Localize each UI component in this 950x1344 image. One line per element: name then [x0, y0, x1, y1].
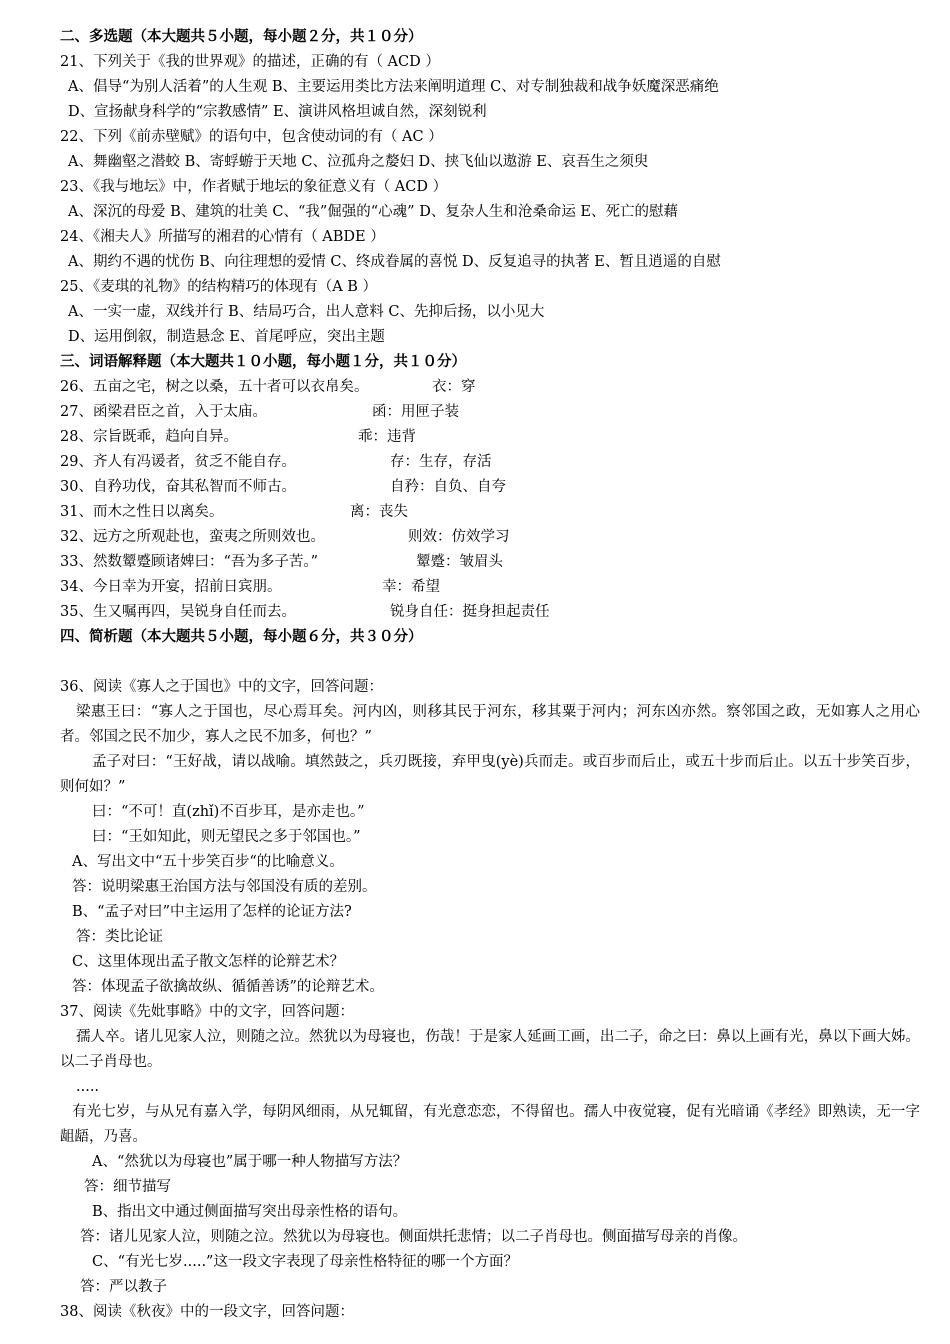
question-21: 21、下列关于《我的世界观》的描述，正确的有（ ACD ）: [60, 54, 440, 70]
vocab-question: 26、五亩之宅，树之以桑，五十者可以衣帛矣。: [60, 379, 369, 395]
vocab-item: [60, 452, 296, 474]
question-36-passage-1: 梁惠王曰：“寡人之于国也，尽心焉耳矣。河内凶，则移其民于河东，移其粟于河内；河东凶亦然。察邻国之政，无如寡人之用心者。邻国之民不加少，寡人之民不加多，何也？”: [60, 704, 920, 745]
section-heading-vocabulary: 三、词语解释题（本大题共１０小题，每小题１分，共１０分）: [60, 353, 466, 370]
question-37-sub-a: A、“然犹以为母寝也”属于哪一种人物描写方法？: [92, 1154, 408, 1170]
question-23-options: A、深沉的母爱 B、建筑的壮美 C、“我”倔强的“心魂” D、复杂人生和沧桑命运 E、死亡的慰藉: [68, 204, 679, 220]
vocab-question: 34、今日幸为开宴，招前日宾朋。: [60, 579, 282, 595]
section-heading-short-analysis: 四、简析题（本大题共５小题，每小题６分，共３０分）: [60, 628, 423, 645]
question-36-passage-3: 曰：“不可！直(zhǐ)不百步耳，是亦走也。”: [92, 804, 365, 820]
question-38: 38、阅读《秋夜》中的一段文字，回答问题：: [60, 1304, 354, 1320]
vocab-item: [60, 602, 296, 624]
question-21-options-2: D、宣扬献身科学的“宗教感情” E、演讲风格坦诚自然，深刻锐利: [68, 104, 487, 120]
question-37-passage-1: 孺人卒。诸儿见家人泣，则随之泣。然犹以为母寝也，伤哉！于是家人延画工画，出二子，命之曰：鼻以上画有光，鼻以下画大姊。以二子肖母也。: [60, 1029, 920, 1070]
vocab-item: [60, 552, 318, 574]
vocab-answer: 幸：希望: [382, 579, 440, 595]
question-36-sub-a: A、写出文中“五十步笑百步“的比喻意义。: [72, 854, 344, 870]
vocab-answer: 自矜：自负、自夸: [390, 479, 506, 495]
vocab-answer: 颦蹙：皱眉头: [416, 554, 503, 570]
question-23: 23、《我与地坛》中，作者赋于地坛的象征意义有（ ACD ）: [60, 179, 448, 195]
vocab-item: [60, 477, 296, 499]
vocab-question: 35、生又嘱再四，吴锐身自任而去。: [60, 604, 296, 620]
vocab-question: 32、远方之所观赴也，蛮夷之所则效也。: [60, 529, 325, 545]
vocab-question: 33、然数颦蹙顾诸婢曰：“吾为多子苦。”: [60, 554, 319, 570]
question-22-options: A、舞幽壑之潜蛟 B、寄蜉蝣于天地 C、泣孤舟之嫠妇 D、挟飞仙以遨游 E、哀吾生之须臾: [68, 154, 649, 170]
question-22: 22、下列《前赤壁赋》的语句中，包含使动词的有（ AC ）: [60, 129, 443, 145]
question-37-sub-b: B、指出文中通过侧面描写突出母亲性格的语句。: [92, 1204, 408, 1220]
vocab-answer: 锐身自任：挺身担起责任: [390, 604, 550, 620]
question-25-options-1: A、一实一虚，双线并行 B、结局巧合，出人意料 C、先抑后扬，以小见大: [68, 304, 545, 320]
question-37-answer-b: 答：诸儿见家人泣，则随之泣。然犹以为母寝也。侧面烘托悲情；以二子肖母也。侧面描写母亲的肖像。: [80, 1229, 747, 1245]
vocab-item: [60, 577, 281, 599]
question-37-answer-c: 答：严以教子: [80, 1279, 167, 1295]
question-24: 24、《湘夫人》所描写的湘君的心情有（ ABDE ）: [60, 229, 385, 245]
question-36: 36、阅读《寡人之于国也》中的文字，回答问题：: [60, 679, 383, 695]
question-37-ellipsis: .....: [76, 1079, 100, 1095]
question-25-options-2: D、运用倒叙，制造悬念 E、首尾呼应，突出主题: [68, 329, 385, 345]
vocab-question: 29、齐人有冯谖者，贫乏不能自存。: [60, 454, 296, 470]
question-36-sub-c: C、这里体现出孟子散文怎样的论辩艺术？: [72, 954, 345, 970]
vocab-question: 30、自矜功伐，奋其私智而不师古。: [60, 479, 296, 495]
vocab-item: [60, 502, 223, 524]
vocab-item: [60, 377, 368, 399]
question-36-passage-2: 孟子对曰：“王好战，请以战喻。填然鼓之，兵刃既接，弃甲曳(yè)兵而走。或百步而后止，或五十步而后止。以五十步笑百步，则何如？”: [60, 754, 920, 795]
question-37-answer-a: 答：细节描写: [84, 1179, 171, 1195]
vocab-answer: 则效：仿效学习: [408, 529, 510, 545]
question-36-sub-b: B、“孟子对曰”中主运用了怎样的论证方法?: [72, 904, 352, 920]
question-37: 37、阅读《先妣事略》中的文字，回答问题：: [60, 1004, 354, 1020]
vocab-answer: 乖：违背: [358, 429, 416, 445]
question-37-passage-2: 有光七岁，与从兄有嘉入学，每阴风细雨，从兄辄留，有光意恋恋，不得留也。孺人中夜觉寝，促有光暗诵《孝经》即熟读，无一字龃龉，乃喜。: [60, 1104, 920, 1145]
vocab-question: 31、而木之性日以离矣。: [60, 504, 224, 520]
vocab-item: [60, 427, 238, 449]
section-heading-multiple-choice: 二、多选题（本大题共５小题，每小题２分，共１０分）: [60, 28, 423, 45]
question-24-options: A、期约不遇的忧伤 B、向往理想的爱情 C、终成眷属的喜悦 D、反复追寻的执著 E、暂且逍遥的自慰: [68, 254, 721, 270]
question-25: 25、《麦琪的礼物》的结构精巧的体现有（A B ）: [60, 279, 378, 295]
vocab-answer: 函：用匣子装: [372, 404, 459, 420]
question-21-options-1: A、倡导“为别人活着”的人生观 B、主要运用类比方法来阐明道理 C、对专制独裁和战争妖魔深恶痛绝: [68, 79, 719, 95]
question-36-answer-a: 答：说明梁惠王治国方法与邻国没有质的差别。: [72, 879, 377, 895]
vocab-answer: 存：生存，存活: [390, 454, 492, 470]
question-36-passage-4: 曰：“王如知此，则无望民之多于邻国也。”: [92, 829, 361, 845]
vocab-question: 28、宗旨既乖，趋向自异。: [60, 429, 238, 445]
vocab-item: [60, 402, 267, 424]
question-36-answer-b: 答：类比论证: [76, 929, 163, 945]
question-37-sub-c: C、“有光七岁.....”这一段文字表现了母亲性格特征的哪一个方面？: [92, 1254, 518, 1270]
vocab-question: 27、函梁君臣之首，入于太庙。: [60, 404, 267, 420]
question-36-answer-c: 答：体现孟子欲擒故纵、循循善诱”的论辩艺术。: [72, 979, 384, 995]
vocab-answer: 离：丧失: [350, 504, 408, 520]
vocab-answer: 衣：穿: [432, 379, 476, 395]
vocab-item: [60, 527, 325, 549]
